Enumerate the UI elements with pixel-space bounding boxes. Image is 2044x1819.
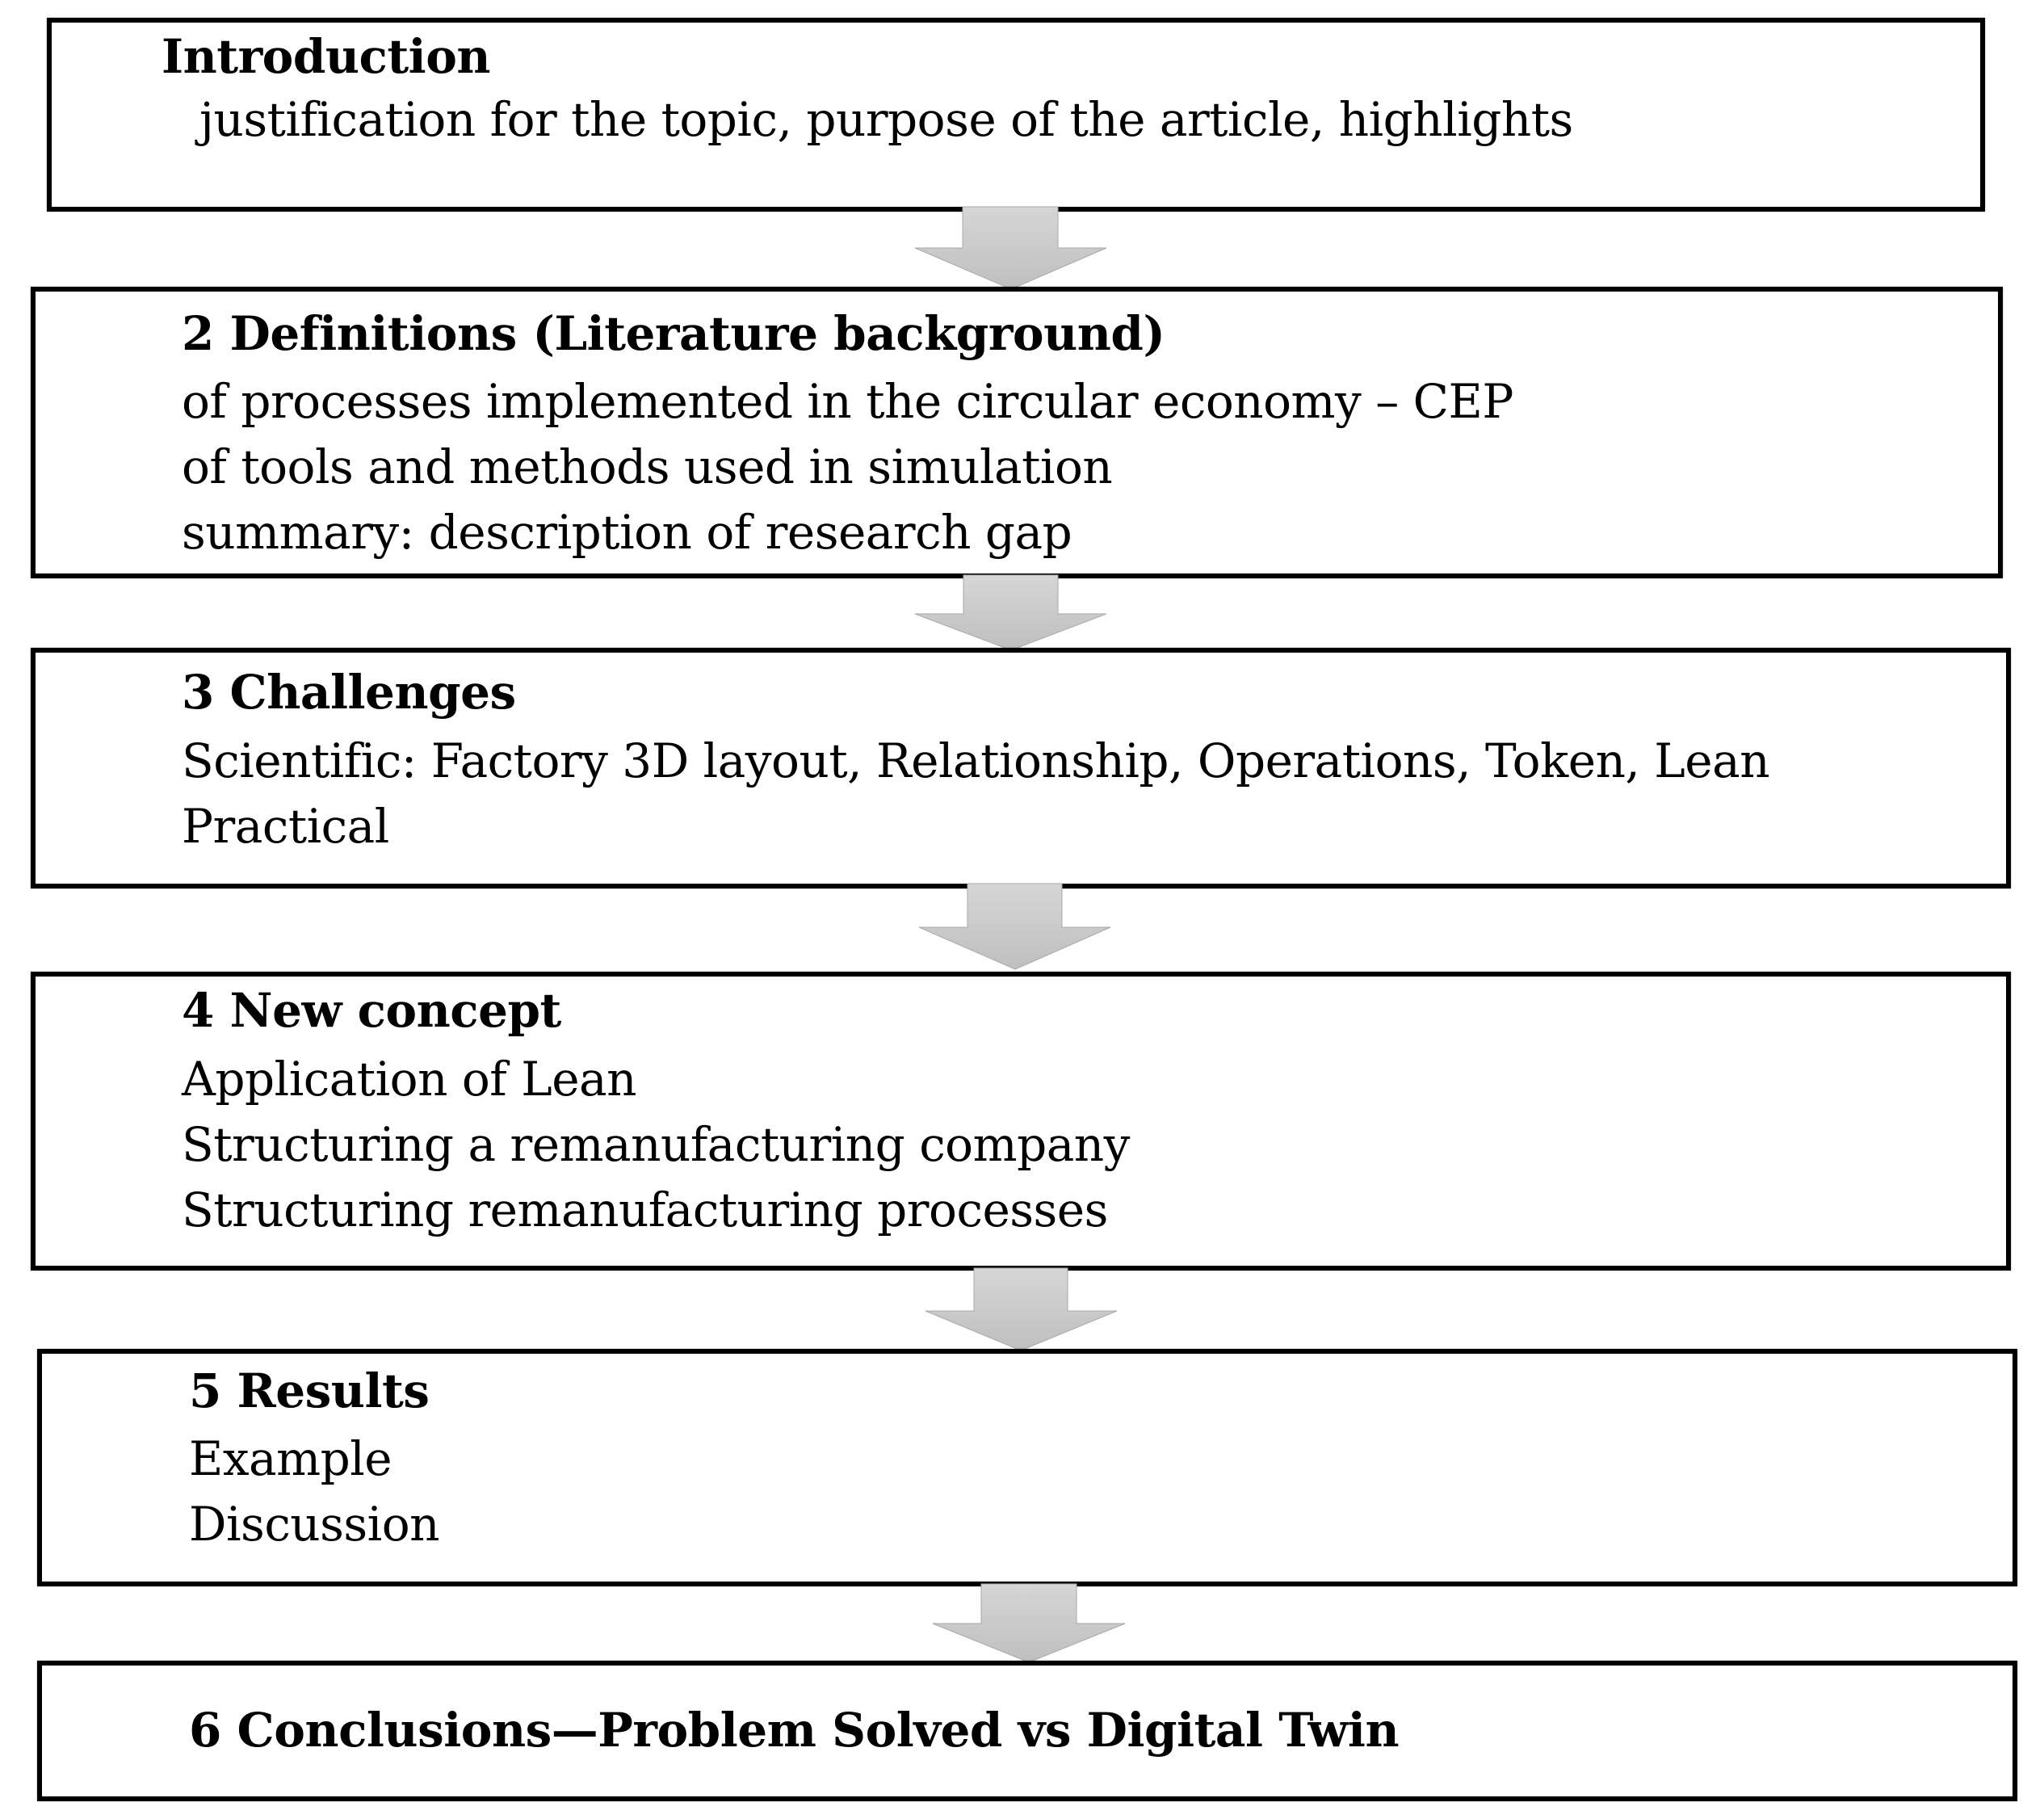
flow-box-results (37, 1349, 2017, 1586)
box-title-new-concept: 4 New concept (182, 983, 561, 1038)
down-arrow-icon (923, 1268, 1120, 1354)
box-line-introduction-1: justification for the topic, purpose of the article, highlights (199, 92, 1573, 147)
box-line-definitions-1: of processes implemented in the circular economy – CEP (182, 374, 1513, 429)
down-arrow-icon (930, 1584, 1127, 1665)
box-line-new-concept-3: Structuring remanufacturing processes (182, 1183, 1108, 1237)
box-title-results: 5 Results (189, 1363, 430, 1418)
box-title-introduction: Introduction (162, 29, 491, 84)
flow-box-challenges (31, 648, 2011, 888)
flow-box-new-concept (31, 972, 2011, 1271)
box-title-conclusions: 6 Conclusions—Problem Solved vs Digital Twin (189, 1703, 1400, 1758)
box-title-definitions: 2 Definitions (Literature background) (182, 306, 1165, 361)
box-line-results-1: Example (189, 1431, 392, 1486)
box-line-new-concept-2: Structuring a remanufacturing company (182, 1117, 1130, 1172)
flow-box-introduction (47, 18, 1985, 212)
flow-box-conclusions (37, 1661, 2017, 1801)
box-line-results-2: Discussion (189, 1497, 440, 1552)
box-line-definitions-3: summary: description of research gap (182, 505, 1072, 560)
down-arrow-icon (913, 575, 1110, 653)
down-arrow-icon (913, 207, 1110, 291)
box-line-challenges-2: Practical (182, 799, 389, 854)
box-line-definitions-2: of tools and methods used in simulation (182, 439, 1113, 494)
box-line-new-concept-1: Application of Lean (182, 1052, 636, 1107)
down-arrow-icon (917, 884, 1114, 973)
box-line-challenges-1: Scientific: Factory 3D layout, Relationship, Operations, Token, Lean (182, 733, 1770, 788)
box-title-challenges: 3 Challenges (182, 665, 516, 720)
flow-box-definitions (31, 287, 2003, 578)
